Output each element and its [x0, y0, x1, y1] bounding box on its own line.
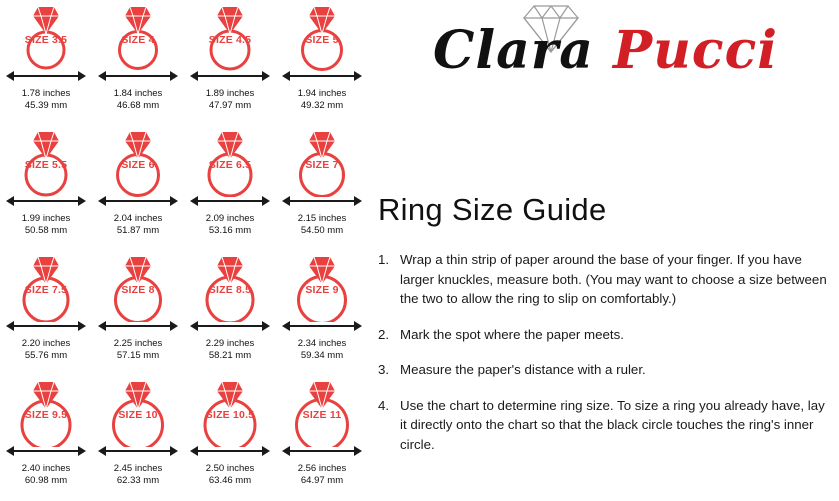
ring-measurement-inches: 2.04 inches — [113, 213, 163, 224]
ring-measurement-mm: 63.46 mm — [208, 474, 252, 486]
ring-measurement — [0, 463, 92, 486]
guide-step-text: Use the chart to determine ring size. To size a ring you already have, lay it directly onto the chart so that the black circle touches the ring's inner circle. — [400, 397, 825, 452]
double-arrow-icon — [190, 70, 270, 82]
brand-name-first: Clara — [432, 20, 594, 81]
double-arrow-icon — [6, 70, 86, 82]
ring-measurement-inches: 2.09 inches — [205, 213, 255, 224]
double-arrow-icon — [282, 70, 362, 82]
ring-measurement-inches: 1.94 inches — [297, 88, 347, 99]
ring-measurement-mm: 49.32 mm — [300, 99, 344, 111]
ring-measurement — [276, 213, 368, 236]
ring-size-label: SIZE 4.5 — [208, 34, 252, 46]
guide-step-text: Mark the spot where the paper meets. — [400, 326, 624, 342]
guide-column — [372, 0, 839, 501]
guide-step-number: 2. — [378, 326, 390, 342]
ring-measurement-mm: 59.34 mm — [300, 349, 344, 361]
ring-size-cell[interactable] — [276, 0, 368, 125]
ring-size-label: SIZE 4 — [121, 34, 155, 46]
ring-measurement-mm: 54.50 mm — [300, 224, 344, 236]
ring-measurement — [184, 213, 276, 236]
double-arrow-icon — [6, 195, 86, 207]
ring-size-cell[interactable] — [92, 250, 184, 375]
ring-measurement — [276, 338, 368, 361]
double-arrow-icon — [190, 445, 270, 457]
ring-measurement-mm: 60.98 mm — [24, 474, 68, 486]
ring-measurement-inches: 2.56 inches — [297, 463, 347, 474]
ring-measurement — [184, 88, 276, 111]
guide-step-number: 4. — [378, 397, 390, 413]
ring-measurement-inches: 2.25 inches — [113, 338, 163, 349]
ring-size-cell[interactable] — [0, 375, 92, 500]
ring-size-cell[interactable] — [276, 250, 368, 375]
double-arrow-icon — [98, 445, 178, 457]
guide-step-number: 3. — [378, 362, 390, 377]
ring-measurement-mm: 53.16 mm — [208, 224, 252, 236]
brand-name — [372, 20, 839, 81]
ring-size-chart — [0, 0, 368, 501]
ring-measurement — [276, 88, 368, 111]
ring-size-cell[interactable] — [0, 0, 92, 125]
ring-measurement-inches: 1.78 inches — [21, 88, 71, 99]
ring-measurement-inches: 2.45 inches — [113, 463, 163, 474]
ring-measurement-inches: 2.15 inches — [297, 213, 347, 224]
double-arrow-icon — [6, 445, 86, 457]
ring-measurement-mm: 47.97 mm — [208, 99, 252, 111]
ring-measurement — [92, 88, 184, 111]
guide-steps — [378, 250, 830, 470]
ring-size-cell[interactable] — [276, 125, 368, 250]
ring-size-cell[interactable] — [92, 0, 184, 125]
brand-name-second: Pucci — [613, 20, 779, 81]
ring-measurement — [184, 463, 276, 486]
double-arrow-icon — [282, 320, 362, 332]
ring-measurement — [92, 463, 184, 486]
ring-measurement-mm: 50.58 mm — [24, 224, 68, 236]
guide-step — [378, 396, 830, 455]
ring-size-cell[interactable] — [92, 125, 184, 250]
ring-measurement-mm: 57.15 mm — [116, 349, 160, 361]
ring-measurement-mm: 45.39 mm — [24, 99, 68, 111]
ring-measurement-mm: 46.68 mm — [116, 99, 160, 111]
double-arrow-icon — [282, 195, 362, 207]
ring-measurement-mm: 64.97 mm — [300, 474, 344, 486]
ring-size-label: SIZE 10 — [118, 409, 158, 421]
ring-size-label: SIZE 9 — [305, 284, 339, 296]
ring-size-label: SIZE 5.5 — [24, 159, 68, 171]
ring-size-cell[interactable] — [0, 250, 92, 375]
ring-size-cell[interactable] — [92, 375, 184, 500]
ring-size-cell[interactable] — [184, 125, 276, 250]
double-arrow-icon — [98, 195, 178, 207]
ring-measurement-mm: 58.21 mm — [208, 349, 252, 361]
ring-measurement-inches: 1.84 inches — [113, 88, 163, 99]
ring-size-label: SIZE 8 — [121, 284, 155, 296]
ring-measurement — [184, 338, 276, 361]
ring-measurement-inches: 2.20 inches — [21, 338, 71, 349]
double-arrow-icon — [190, 195, 270, 207]
ring-measurement-inches: 1.89 inches — [205, 88, 255, 99]
guide-step-text: Measure the paper's distance with a ruler. — [400, 362, 646, 377]
ring-measurement — [276, 463, 368, 486]
ring-size-label: SIZE 5 — [305, 34, 339, 46]
ring-size-cell[interactable] — [276, 375, 368, 500]
double-arrow-icon — [190, 320, 270, 332]
ring-measurement-mm: 62.33 mm — [116, 474, 160, 486]
ring-measurement — [0, 88, 92, 111]
double-arrow-icon — [6, 320, 86, 332]
ring-size-cell[interactable] — [184, 0, 276, 125]
ring-measurement — [0, 213, 92, 236]
ring-measurement-inches: 2.29 inches — [205, 338, 255, 349]
ring-measurement-mm: 51.87 mm — [116, 224, 160, 236]
ring-size-label: SIZE 6 — [121, 159, 155, 171]
ring-size-label: SIZE 10.5 — [205, 409, 255, 421]
ring-size-label: SIZE 9.5 — [24, 409, 68, 421]
ring-measurement-inches: 2.40 inches — [21, 463, 71, 474]
ring-size-label: SIZE 7.5 — [24, 284, 68, 296]
ring-size-label: SIZE 7 — [305, 159, 339, 171]
ring-measurement-inches: 2.50 inches — [205, 463, 255, 474]
ring-size-cell[interactable] — [184, 250, 276, 375]
ring-size-label: SIZE 3.5 — [24, 34, 68, 46]
ring-measurement-mm: 55.76 mm — [24, 349, 68, 361]
guide-step-number: 1. — [378, 252, 390, 267]
ring-size-label: SIZE 8.5 — [208, 284, 252, 296]
guide-step — [378, 325, 830, 345]
double-arrow-icon — [282, 445, 362, 457]
ring-size-cell[interactable] — [0, 125, 92, 250]
ring-measurement-inches: 2.34 inches — [297, 338, 347, 349]
guide-step — [378, 360, 830, 380]
brand-logo — [372, 0, 839, 120]
ring-measurement — [92, 338, 184, 361]
ring-size-label: SIZE 6.5 — [208, 159, 252, 171]
ring-size-label: SIZE 11 — [302, 409, 342, 421]
double-arrow-icon — [98, 70, 178, 82]
ring-measurement — [0, 338, 92, 361]
ring-measurement — [92, 213, 184, 236]
ring-measurement-inches: 1.99 inches — [21, 213, 71, 224]
page-title: Ring Size Guide — [378, 192, 607, 227]
ring-size-cell[interactable] — [184, 375, 276, 500]
double-arrow-icon — [98, 320, 178, 332]
guide-step-text: Wrap a thin strip of paper around the base of your finger. If you have larger knuckles, measure both. (You may want to choose a size between the two to allow the ring to slip on comfortably.) — [400, 252, 827, 306]
guide-step — [378, 250, 830, 309]
